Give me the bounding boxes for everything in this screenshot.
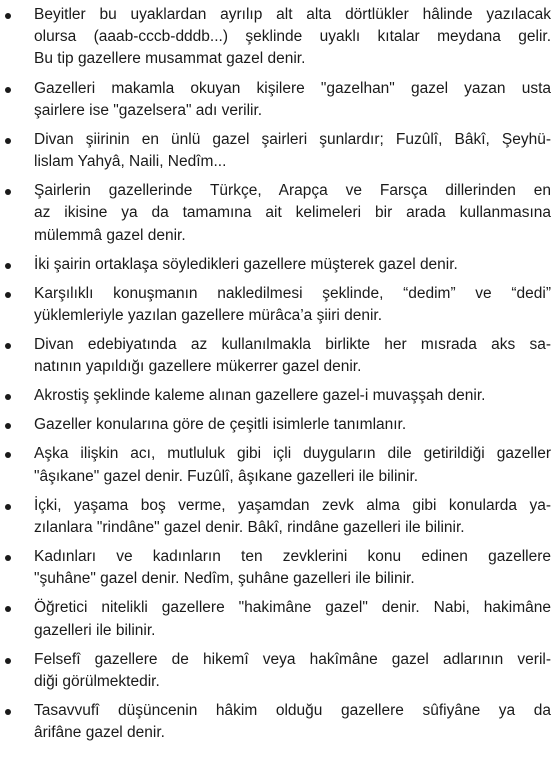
bullet-text-line: yüklemleriyle yazılan gazellere mürâca’a şiiri denir. [34,306,383,324]
bullet-dot-icon [5,138,11,144]
bullet-text-line: Gazeller konularına göre de çeşitli isimlerle tanımlanır. [34,416,407,434]
bullet-text-line: Felsefî gazellere de hikemî veya hakîmâne gazel adlarının veril- [34,650,551,668]
bullet-text-line: Bu tip gazellere musammat gazel denir. [34,50,306,68]
bullet-dot-icon [5,189,11,195]
bullet-text-line: Gazelleri makamla okuyan kişilere "gazelhan" gazel yazan usta [34,79,551,97]
bullet-text-line: lislam Yahyâ, Naili, Nedîm... [34,153,227,170]
bullet-item [0,129,551,173]
bullet-text-line: Kadınları ve kadınların ten zevklerini konu edinen gazellere [34,548,551,566]
bullet-item [0,414,551,436]
bullet-dot-icon [5,423,11,429]
bullet-text-line: Aşka ilişkin acı, mutluluk gibi içli duyguların dile getirildiği gazeller [34,445,551,463]
bullet-text-line: Akrostiş şeklinde kaleme alınan gazellere gazel-i muvaşşah denir. [34,387,486,405]
bullet-text-line: ârifâne gazel denir. [34,724,165,742]
bullet-text-line: "şuhâne" gazel denir. Nedîm, şuhâne gazelleri ile bilinir. [34,570,415,588]
bullet-dot-icon [5,292,11,298]
bullet-dot-icon [5,13,11,19]
bullet-item [0,495,551,539]
bullet-dot-icon [5,452,11,458]
bullet-text-line: İçki, yaşama boş verme, yaşamdan zevk alma gibi konularda ya- [34,496,551,514]
bullet-dot-icon [5,555,11,561]
bullet-text-line: diği görülmektedir. [34,672,160,690]
bullet-text-line: Tasavvufî düşüncenin hâkim olduğu gazellere sûfiyâne ya da [34,701,551,719]
bullet-text-line: mülemmâ gazel denir. [34,226,186,244]
bullet-item [0,334,551,378]
bullet-item [0,4,551,71]
bullet-item [0,443,551,487]
bullet-text-line: zılanlara "rindâne" gazel denir. Bâkî, rindâne gazelleri ile bilinir. [34,518,465,536]
bullet-text-line: az ikisine ya da tamamına ait kelimeleri bir arada kullanmasına [34,204,551,222]
bullet-text-line: olursa (aaab-cccb-dddb...) şeklinde uyaklı kıtalar meydana gelir. [34,28,551,46]
bullet-item [0,700,551,744]
bullet-text-line: Beyitler bu uyaklardan ayrılıp alt alta dörtlükler hâlinde yazılacak [34,6,551,23]
bullet-text-line: natının yapıldığı gazellere mükerrer gazel denir. [34,358,362,376]
bullet-item [0,283,551,327]
bullet-dot-icon [5,606,11,612]
bullet-text-line: İki şairin ortaklaşa söyledikleri gazellere müşterek gazel denir. [34,255,458,273]
bullet-item [0,180,551,247]
bullet-text-line: gazelleri ile bilinir. [34,621,156,639]
bullet-text-line: Divan şiirinin en ünlü gazel şairleri şunlardır; Fuzûlî, Bâkî, Şeyhü- [34,130,551,148]
bullet-item [0,546,551,590]
bullet-item [0,597,551,641]
bullet-dot-icon [5,343,11,349]
bullet-item [0,649,551,693]
bullet-item [0,385,551,407]
bullet-dot-icon [5,709,11,715]
bullet-list [0,4,551,744]
bullet-dot-icon [5,504,11,510]
bullet-text-line: şairlere ise "gazelsera" adı verilir. [34,101,263,119]
bullet-text-line: "âşıkane" gazel denir. Fuzûlî, âşıkane gazelleri ile bilinir. [34,467,419,485]
bullet-dot-icon [5,394,11,400]
bullet-item [0,254,551,276]
bullet-dot-icon [5,263,11,269]
bullet-item [0,78,551,122]
bullet-text-line: Öğretici nitelikli gazellere "hakimâne gazel" denir. Nabi, hakimâne [34,599,551,617]
bullet-dot-icon [5,658,11,664]
bullet-text-line: Divan edebiyatında az kullanılmakla birlikte her mısrada aks sa- [34,335,551,353]
bullet-text-line: Karşılıklı konuşmanın nakledilmesi şeklinde, “dedim” ve “dedi” [34,284,551,302]
bullet-text-line: Şairlerin gazellerinde Türkçe, Arapça ve Farsça dillerinden en [34,182,551,200]
bullet-dot-icon [5,87,11,93]
